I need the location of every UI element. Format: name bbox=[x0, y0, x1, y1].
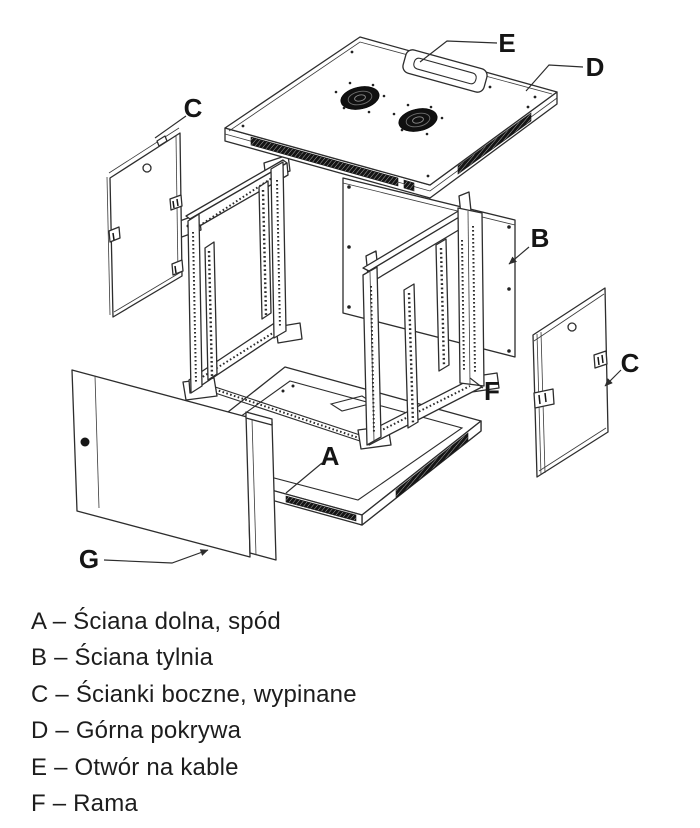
legend-item-d: D – Górna pokrywa bbox=[31, 717, 242, 745]
legend-item-c: C – Ścianki boczne, wypinane bbox=[31, 680, 357, 708]
label-a: A bbox=[320, 441, 340, 471]
latch-tab bbox=[534, 389, 554, 408]
side-panel-right bbox=[533, 288, 608, 477]
legend-item-b: B – Ściana tylnia bbox=[31, 644, 214, 672]
label-b: B bbox=[530, 223, 550, 253]
panel-hole bbox=[568, 323, 576, 331]
frame-front-rail-right bbox=[259, 181, 271, 319]
frame-rear-rail-right bbox=[436, 239, 449, 371]
parts-legend bbox=[31, 604, 357, 822]
door-lock bbox=[81, 438, 90, 447]
frame-front bbox=[177, 155, 302, 400]
label-c-right: C bbox=[620, 348, 640, 378]
label-e: E bbox=[498, 28, 516, 58]
leader-c-left bbox=[155, 116, 186, 138]
leader-g bbox=[104, 550, 208, 563]
label-d: D bbox=[585, 52, 605, 82]
panel-hole bbox=[143, 164, 151, 172]
label-g: G bbox=[78, 544, 100, 574]
legend-item-f: F – Rama bbox=[31, 790, 138, 818]
legend-item-e: E – Otwór na kable bbox=[31, 753, 239, 781]
label-f: F bbox=[484, 376, 500, 406]
legend-item-a: A – Ściana dolna, spód bbox=[31, 608, 281, 635]
label-c-left: C bbox=[183, 93, 203, 123]
side-panel-left bbox=[107, 128, 183, 317]
frame-front-rail-left bbox=[205, 242, 217, 380]
